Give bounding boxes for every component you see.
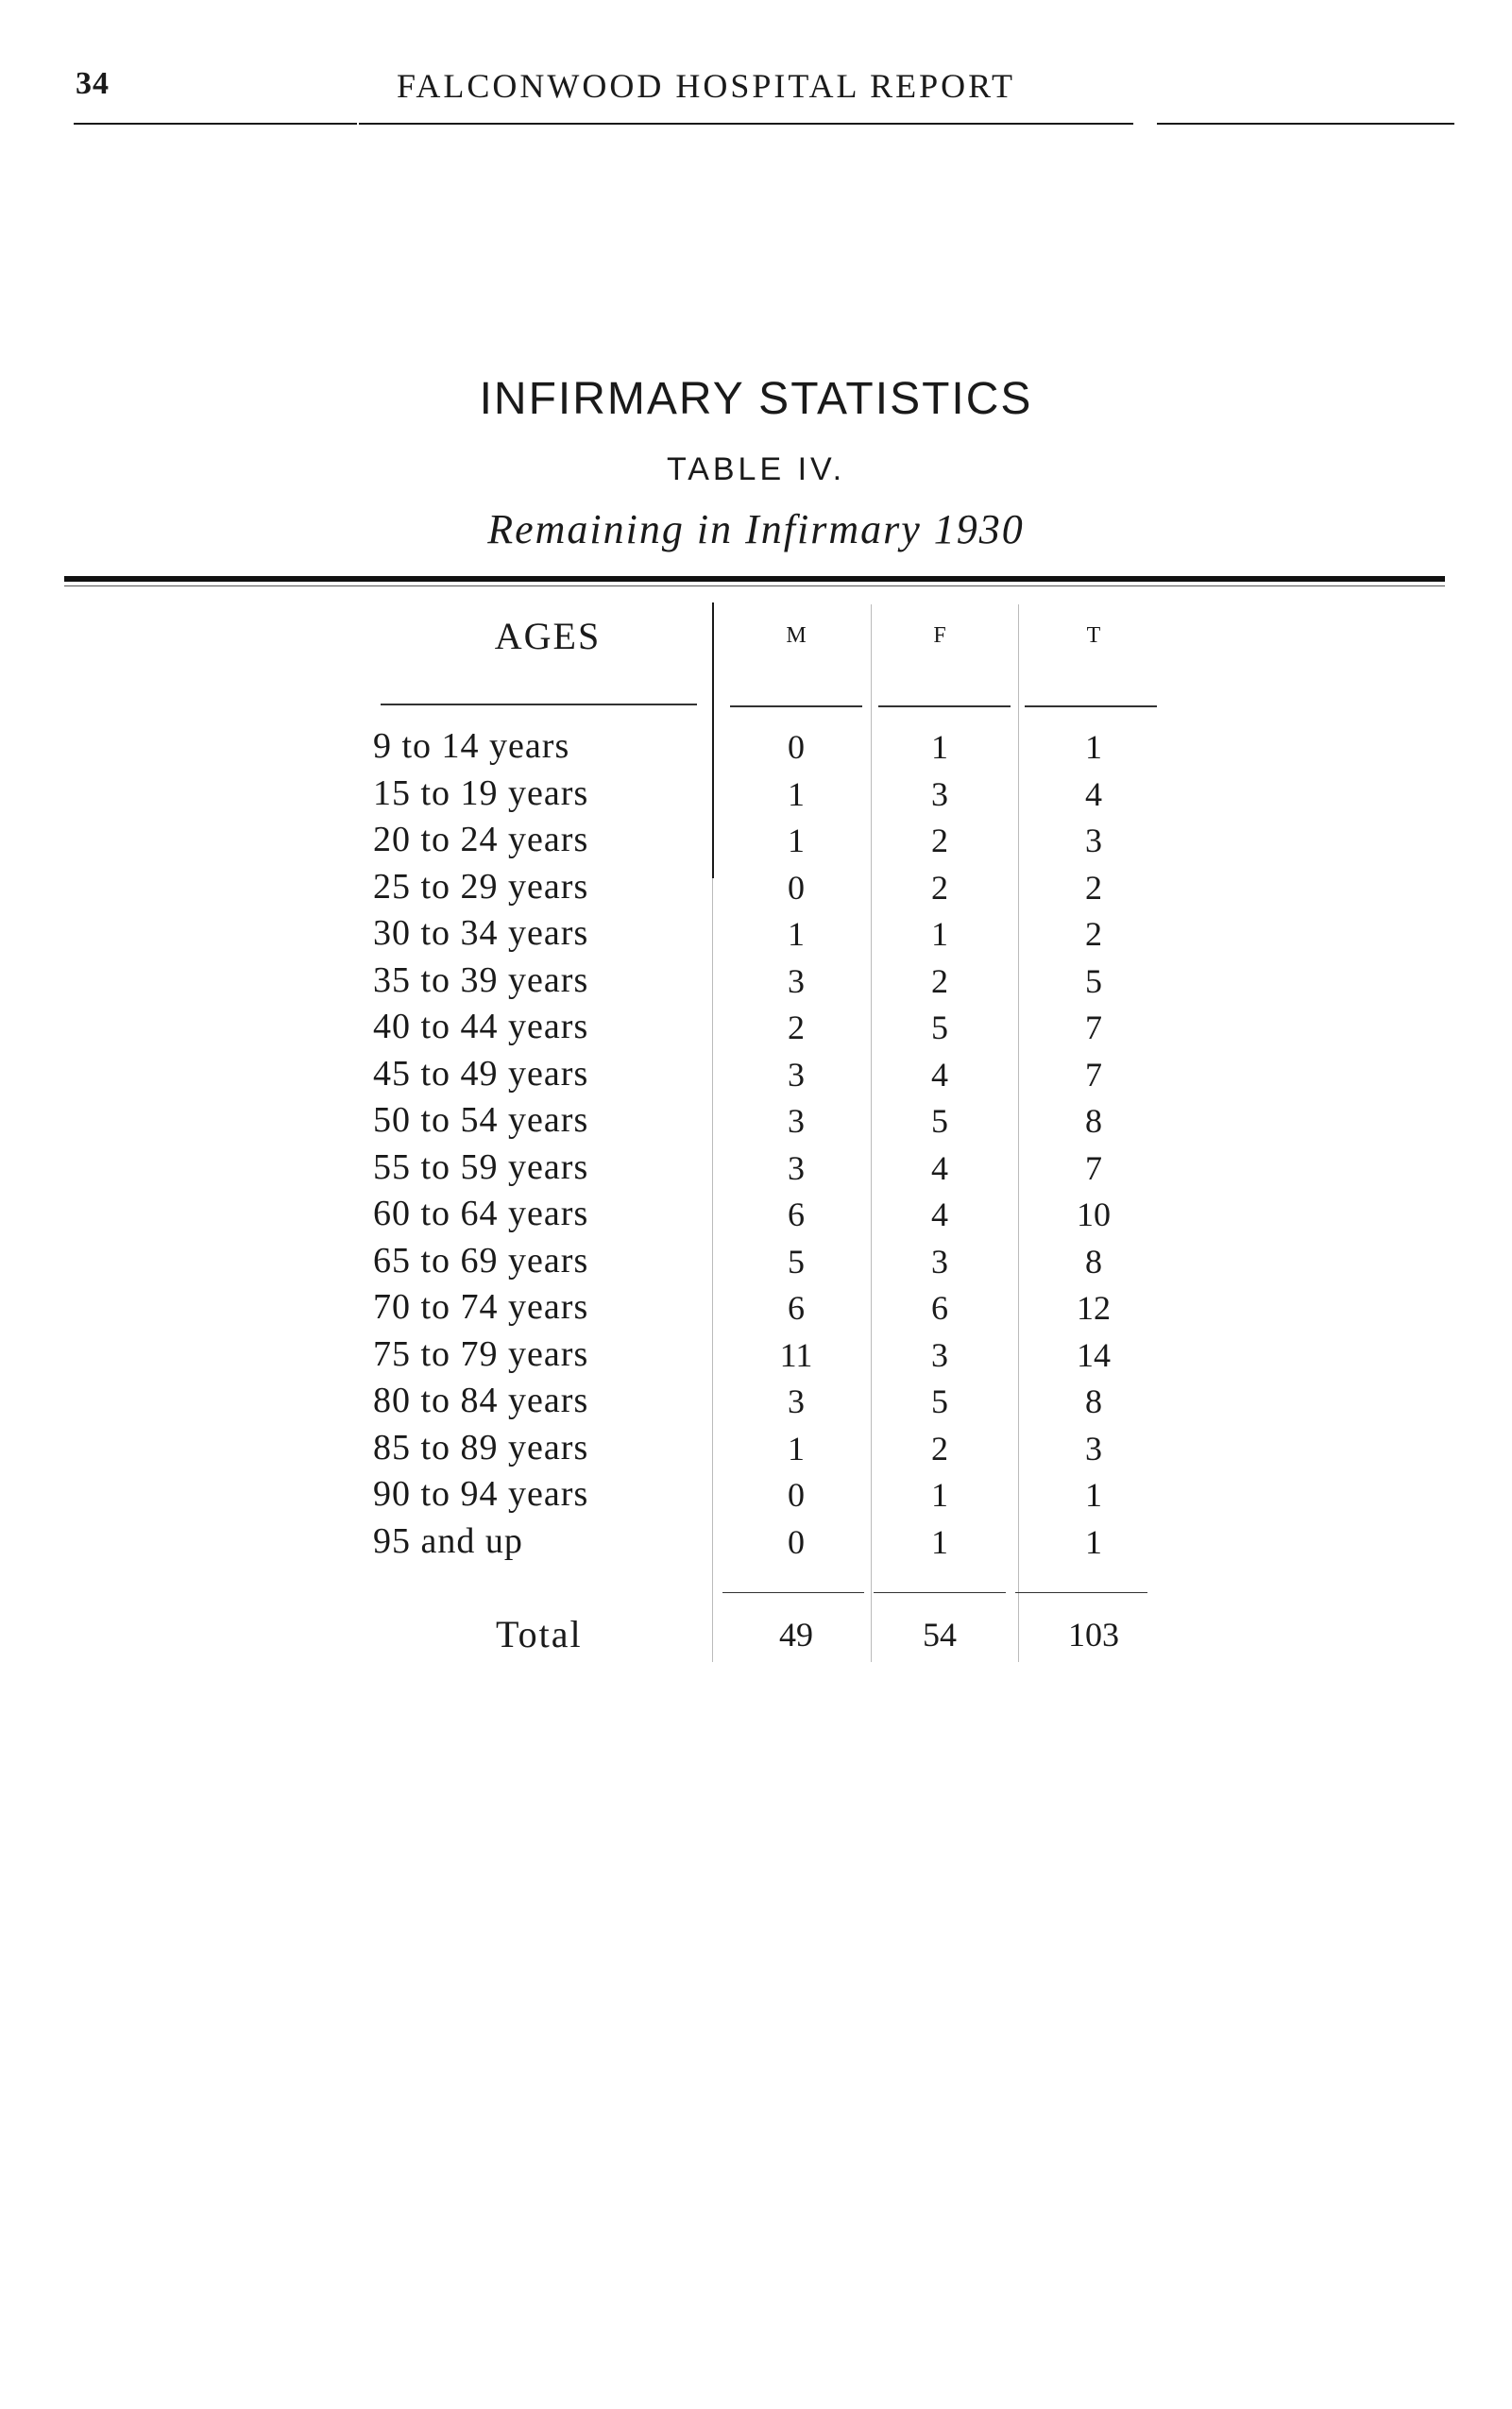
count-m: 1	[788, 775, 805, 813]
count-m: 0	[788, 728, 805, 766]
count-t: 10	[1077, 1196, 1111, 1233]
total-rule-f	[874, 1592, 1006, 1593]
count-t: 1	[1085, 1523, 1102, 1561]
header-underline-t	[1025, 705, 1157, 707]
age-range-label: 65 to 69 years	[373, 1241, 589, 1281]
count-m: 3	[788, 1056, 805, 1094]
count-f: 2	[931, 869, 948, 907]
header-rule-right	[1157, 123, 1454, 125]
count-f: 4	[931, 1196, 948, 1233]
count-f: 3	[931, 1243, 948, 1281]
count-t: 14	[1077, 1336, 1111, 1374]
count-t: 2	[1085, 915, 1102, 953]
count-f: 3	[931, 775, 948, 813]
count-f: 3	[931, 1336, 948, 1374]
table-number: TABLE IV.	[666, 451, 846, 487]
count-f: 2	[931, 962, 948, 1000]
header-underline-m	[730, 705, 862, 707]
count-t: 7	[1085, 1056, 1102, 1094]
age-range-label: 35 to 39 years	[373, 960, 589, 1000]
count-m: 2	[788, 1009, 805, 1046]
header-rule-left	[74, 123, 357, 125]
age-range-label: 95 and up	[373, 1521, 523, 1561]
count-m: 0	[788, 1476, 805, 1514]
total-t: 103	[1068, 1616, 1119, 1654]
count-f: 6	[931, 1289, 948, 1327]
age-range-label: 45 to 49 years	[373, 1054, 589, 1094]
column-header-m: M	[786, 623, 807, 648]
count-m: 1	[788, 1430, 805, 1467]
count-t: 7	[1085, 1149, 1102, 1187]
total-rule-t	[1015, 1592, 1147, 1593]
count-t: 5	[1085, 962, 1102, 1000]
count-m: 1	[788, 915, 805, 953]
age-range-label: 15 to 19 years	[373, 773, 589, 813]
total-f: 54	[923, 1616, 957, 1654]
page-title: INFIRMARY STATISTICS	[479, 374, 1033, 424]
column-header-f: F	[933, 623, 946, 648]
count-t: 7	[1085, 1009, 1102, 1046]
count-t: 8	[1085, 1102, 1102, 1140]
count-f: 4	[931, 1149, 948, 1187]
count-f: 1	[931, 915, 948, 953]
total-m: 49	[779, 1616, 813, 1654]
header-rule-middle	[359, 123, 1133, 125]
count-m: 0	[788, 1523, 805, 1561]
age-range-label: 30 to 34 years	[373, 913, 589, 953]
age-range-label: 90 to 94 years	[373, 1474, 589, 1514]
age-range-label: 85 to 89 years	[373, 1428, 589, 1467]
count-m: 0	[788, 869, 805, 907]
total-label: Total	[496, 1613, 583, 1655]
label-column-divider	[712, 878, 713, 1662]
count-m: 11	[779, 1336, 813, 1374]
count-t: 12	[1077, 1289, 1111, 1327]
count-f: 4	[931, 1056, 948, 1094]
age-range-label: 20 to 24 years	[373, 820, 589, 859]
ages-column-divider	[712, 602, 714, 878]
age-range-label: 75 to 79 years	[373, 1334, 589, 1374]
age-range-label: 40 to 44 years	[373, 1007, 589, 1046]
count-t: 8	[1085, 1243, 1102, 1281]
count-m: 6	[788, 1196, 805, 1233]
f-t-column-divider	[1018, 604, 1019, 1662]
table-top-thin-rule	[64, 585, 1445, 586]
header-underline-ages	[381, 704, 697, 705]
count-t: 3	[1085, 822, 1102, 859]
count-m: 3	[788, 1383, 805, 1420]
total-rule-m	[722, 1592, 864, 1593]
table-subtitle: Remaining in Infirmary 1930	[487, 506, 1025, 552]
count-f: 5	[931, 1102, 948, 1140]
age-range-label: 80 to 84 years	[373, 1381, 589, 1420]
count-f: 1	[931, 728, 948, 766]
count-t: 4	[1085, 775, 1102, 813]
age-range-label: 50 to 54 years	[373, 1100, 589, 1140]
count-f: 5	[931, 1009, 948, 1046]
m-f-column-divider	[871, 604, 872, 1662]
count-m: 3	[788, 1102, 805, 1140]
count-t: 1	[1085, 728, 1102, 766]
page-number: 34	[76, 66, 110, 101]
count-f: 1	[931, 1523, 948, 1561]
count-m: 5	[788, 1243, 805, 1281]
count-f: 5	[931, 1383, 948, 1420]
count-f: 2	[931, 1430, 948, 1467]
column-header-t: T	[1086, 623, 1101, 648]
count-m: 1	[788, 822, 805, 859]
header-underline-f	[878, 705, 1011, 707]
count-t: 1	[1085, 1476, 1102, 1514]
column-header-ages: AGES	[494, 615, 602, 657]
count-t: 8	[1085, 1383, 1102, 1420]
count-f: 2	[931, 822, 948, 859]
count-t: 3	[1085, 1430, 1102, 1467]
count-f: 1	[931, 1476, 948, 1514]
age-range-label: 70 to 74 years	[373, 1287, 589, 1327]
count-m: 3	[788, 962, 805, 1000]
count-m: 6	[788, 1289, 805, 1327]
count-m: 3	[788, 1149, 805, 1187]
count-t: 2	[1085, 869, 1102, 907]
age-range-label: 9 to 14 years	[373, 726, 570, 766]
age-range-label: 60 to 64 years	[373, 1194, 589, 1233]
age-range-label: 55 to 59 years	[373, 1147, 589, 1187]
running-title: FALCONWOOD HOSPITAL REPORT	[397, 67, 1015, 105]
table-top-thick-rule	[64, 576, 1445, 582]
age-range-label: 25 to 29 years	[373, 867, 589, 907]
